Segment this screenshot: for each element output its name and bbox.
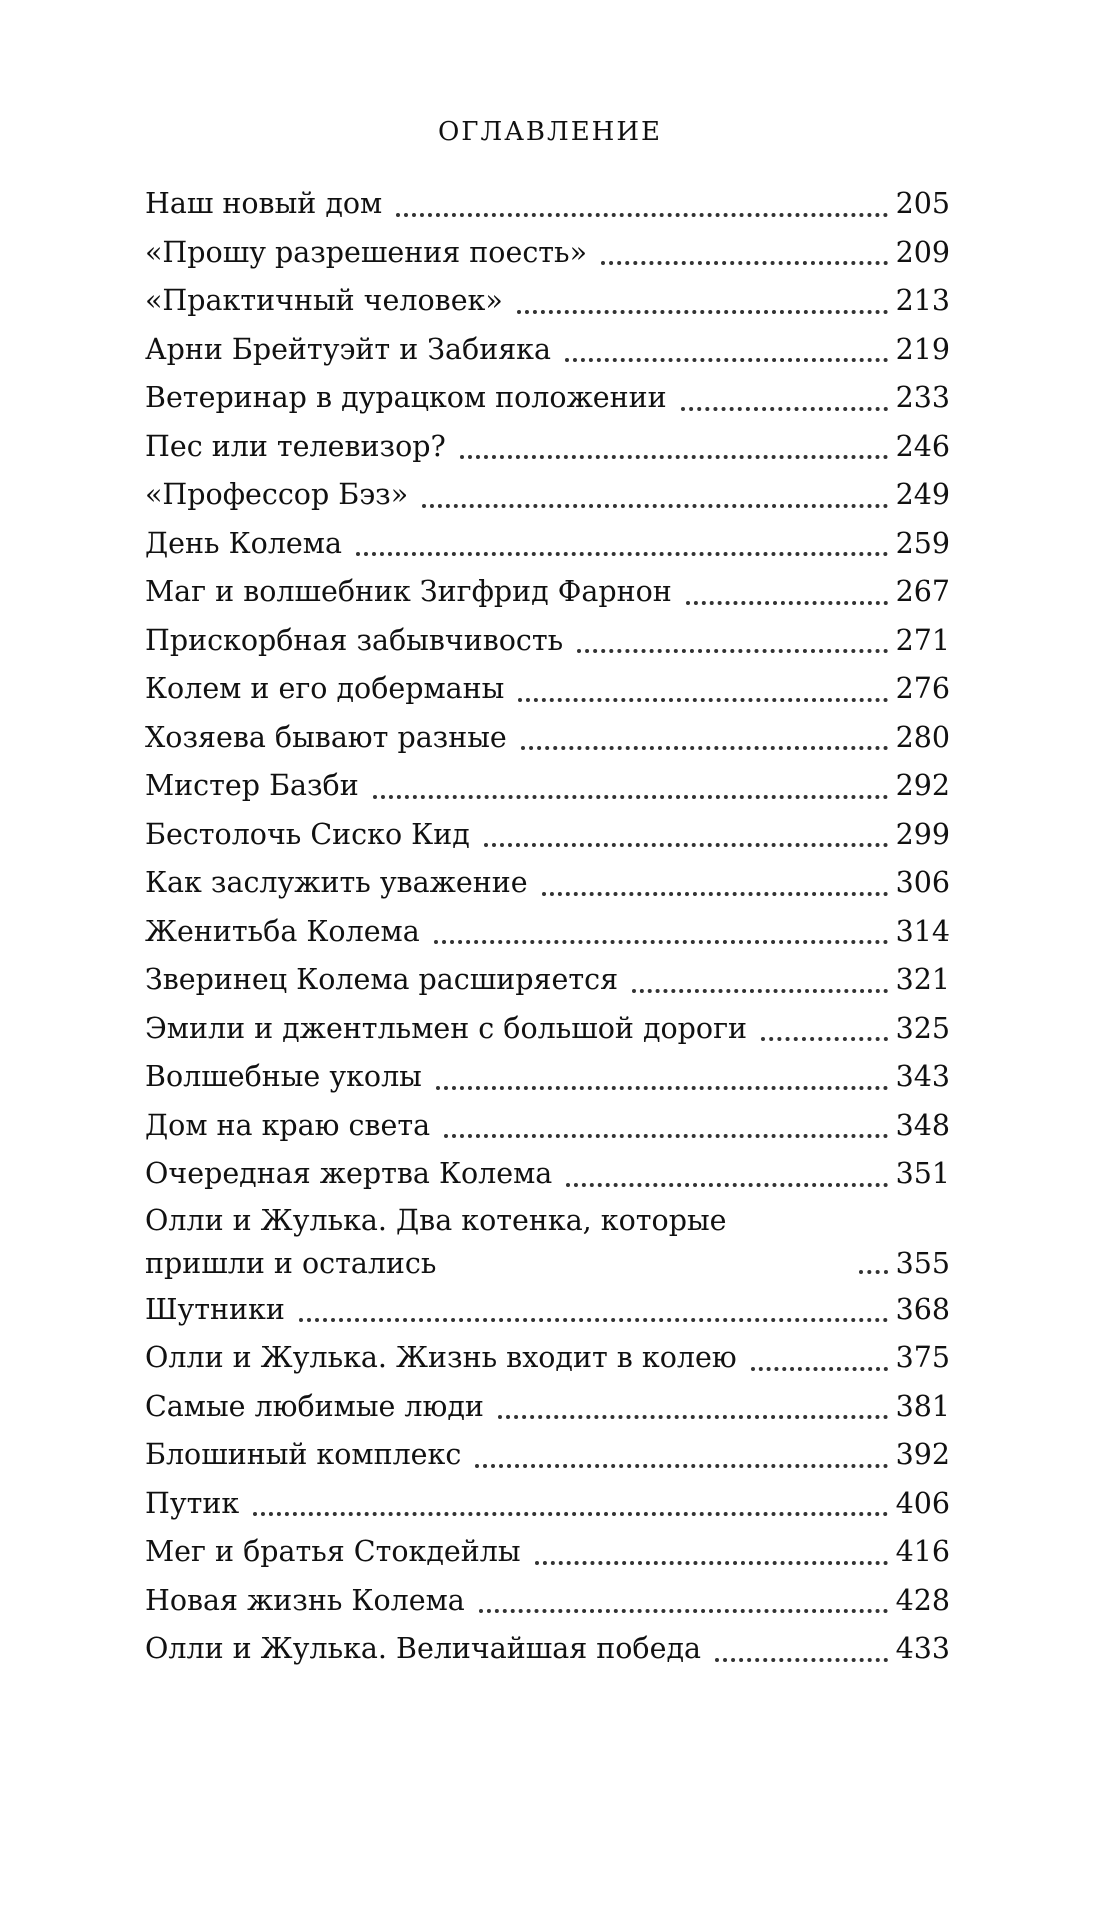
toc-entry-title: Зверинец Колема расширяется	[145, 963, 619, 996]
toc-entry	[145, 859, 950, 908]
toc-entry	[145, 617, 950, 666]
toc-entry	[145, 811, 950, 860]
dot-leader	[715, 1658, 888, 1662]
toc-page-number: 259	[895, 526, 950, 560]
toc-page-number: 205	[895, 187, 950, 220]
toc-entry-title: Дом на краю света	[145, 1108, 431, 1142]
toc-page-number: 348	[895, 1108, 950, 1142]
dot-leader	[577, 649, 887, 653]
toc-page-number: 375	[895, 1341, 950, 1374]
toc-entry-title: Олли и Жулька. Два котенка, которые пришли и остались	[145, 1203, 727, 1280]
toc-page-number: 292	[895, 769, 950, 802]
dot-leader	[632, 989, 888, 993]
toc-page-number: 209	[895, 235, 950, 269]
toc-entry	[145, 423, 950, 472]
dot-leader	[436, 1086, 888, 1090]
toc-entry	[145, 471, 950, 520]
dot-leader	[253, 1512, 887, 1516]
dot-leader	[686, 601, 888, 605]
toc-entry	[145, 665, 950, 714]
toc-entry	[145, 1625, 950, 1674]
toc-entry-title: Женитьба Колема	[145, 914, 420, 948]
toc-entry-title: Бестолочь Сиско Кид	[145, 817, 470, 851]
toc-entry-title: Наш новый дом	[145, 187, 383, 220]
toc-entry-title: Эмили и джентльмен с большой дороги	[145, 1011, 747, 1045]
toc-page-number: 416	[895, 1535, 950, 1568]
toc-entry	[145, 762, 950, 811]
dot-leader	[479, 1609, 888, 1613]
toc-page-number: 299	[895, 817, 950, 851]
toc-page-number: 249	[895, 478, 950, 511]
toc-entry	[145, 1102, 950, 1151]
toc-entry	[145, 714, 950, 763]
dot-leader	[518, 698, 887, 702]
toc-entry-title: Колем и его доберманы	[145, 672, 505, 705]
toc-entry	[145, 277, 950, 326]
toc-entry	[145, 1528, 950, 1577]
toc-entry	[145, 374, 950, 423]
toc-entry	[145, 1383, 950, 1432]
toc-entry	[145, 326, 950, 375]
toc-page-number: 233	[895, 381, 950, 414]
toc-page-number: 406	[895, 1486, 950, 1520]
dot-leader	[601, 261, 888, 265]
toc-entry-title: Новая жизнь Колема	[145, 1583, 465, 1617]
toc-entry	[145, 1431, 950, 1480]
toc-entry-title: Волшебные уколы	[145, 1060, 422, 1093]
toc-entry-title: Блошиный комплекс	[145, 1438, 462, 1471]
toc-entry-title: «Профессор Бэз»	[145, 478, 409, 511]
toc-page-number: 246	[895, 429, 950, 463]
toc-entry-title: Маг и волшебник Зигфрид Фарнон	[145, 575, 672, 608]
dot-leader	[422, 504, 887, 508]
toc-page-number: 271	[895, 623, 950, 657]
dot-leader	[356, 552, 888, 556]
table-of-contents	[145, 180, 950, 1674]
toc-entry-title: Очередная жертва Колема	[145, 1157, 553, 1190]
toc-entry-title: «Практичный человек»	[145, 284, 503, 317]
toc-entry-title: «Прошу разрешения поесть»	[145, 235, 588, 269]
toc-page-number: 325	[895, 1011, 950, 1045]
dot-leader	[542, 892, 888, 896]
toc-page-number: 433	[895, 1632, 950, 1665]
toc-entry-title: Путик	[145, 1486, 240, 1520]
toc-entry	[145, 568, 950, 617]
toc-entry	[145, 229, 950, 278]
dot-leader	[498, 1415, 888, 1419]
toc-page-number: 306	[895, 866, 950, 899]
dot-leader	[751, 1367, 888, 1371]
dot-leader	[299, 1318, 888, 1322]
toc-entry-title: Как заслужить уважение	[145, 866, 528, 899]
dot-leader	[444, 1134, 887, 1138]
toc-page-number: 381	[895, 1389, 950, 1423]
toc-entry-title: Мег и братья Стокдейлы	[145, 1535, 521, 1568]
toc-entry	[145, 1577, 950, 1626]
toc-entry-title: Ветеринар в дурацком положении	[145, 381, 667, 414]
toc-entry-title: Хозяева бывают разные	[145, 720, 507, 754]
toc-entry	[145, 1480, 950, 1529]
toc-entry	[145, 1005, 950, 1054]
toc-entry-title: Шутники	[145, 1292, 285, 1326]
toc-entry	[145, 1053, 950, 1102]
toc-page-number: 321	[895, 963, 950, 996]
dot-leader	[521, 746, 888, 750]
toc-page-number: 219	[895, 332, 950, 366]
toc-entry-title: Самые любимые люди	[145, 1389, 484, 1423]
toc-entry-title: День Колема	[145, 526, 342, 560]
dot-leader	[859, 1270, 888, 1274]
dot-leader	[681, 407, 888, 411]
toc-page-number: 368	[895, 1292, 950, 1326]
toc-page-number: 276	[895, 672, 950, 705]
toc-entry-title: Олли и Жулька. Жизнь входит в колею	[145, 1341, 737, 1374]
toc-page-number: 343	[895, 1060, 950, 1093]
dot-leader	[373, 795, 888, 799]
toc-page-number: 355	[895, 1247, 950, 1280]
toc-entry	[145, 180, 950, 229]
toc-entry-title: Олли и Жулька. Величайшая победа	[145, 1632, 702, 1665]
toc-entry-title: Арни Брейтуэйт и Забияка	[145, 332, 551, 366]
toc-entry-title: Мистер Базби	[145, 769, 359, 802]
dot-leader	[460, 455, 888, 459]
toc-page-number: 392	[895, 1438, 950, 1471]
toc-entry	[145, 908, 950, 957]
dot-leader	[396, 213, 887, 217]
toc-entry	[145, 1334, 950, 1383]
dot-leader	[434, 940, 888, 944]
toc-page-number: 267	[895, 575, 950, 608]
toc-page-number: 351	[895, 1157, 950, 1190]
toc-entry-title: Пес или телевизор?	[145, 429, 446, 463]
dot-leader	[565, 358, 888, 362]
toc-page-number: 428	[895, 1583, 950, 1617]
page-title: ОГЛАВЛЕНИЕ	[437, 117, 663, 147]
dot-leader	[535, 1561, 888, 1565]
toc-page-number: 213	[895, 284, 950, 317]
toc-entry	[145, 520, 950, 569]
dot-leader	[517, 310, 888, 314]
toc-entry	[145, 1199, 950, 1286]
toc-page-number: 280	[895, 720, 950, 754]
toc-entry-title: Прискорбная забывчивость	[145, 623, 564, 657]
toc-entry	[145, 1286, 950, 1335]
toc-page-number: 314	[895, 914, 950, 948]
toc-entry	[145, 956, 950, 1005]
dot-leader	[475, 1464, 887, 1468]
toc-entry	[145, 1150, 950, 1199]
dot-leader	[761, 1037, 888, 1041]
dot-leader	[484, 843, 888, 847]
dot-leader	[566, 1183, 887, 1187]
